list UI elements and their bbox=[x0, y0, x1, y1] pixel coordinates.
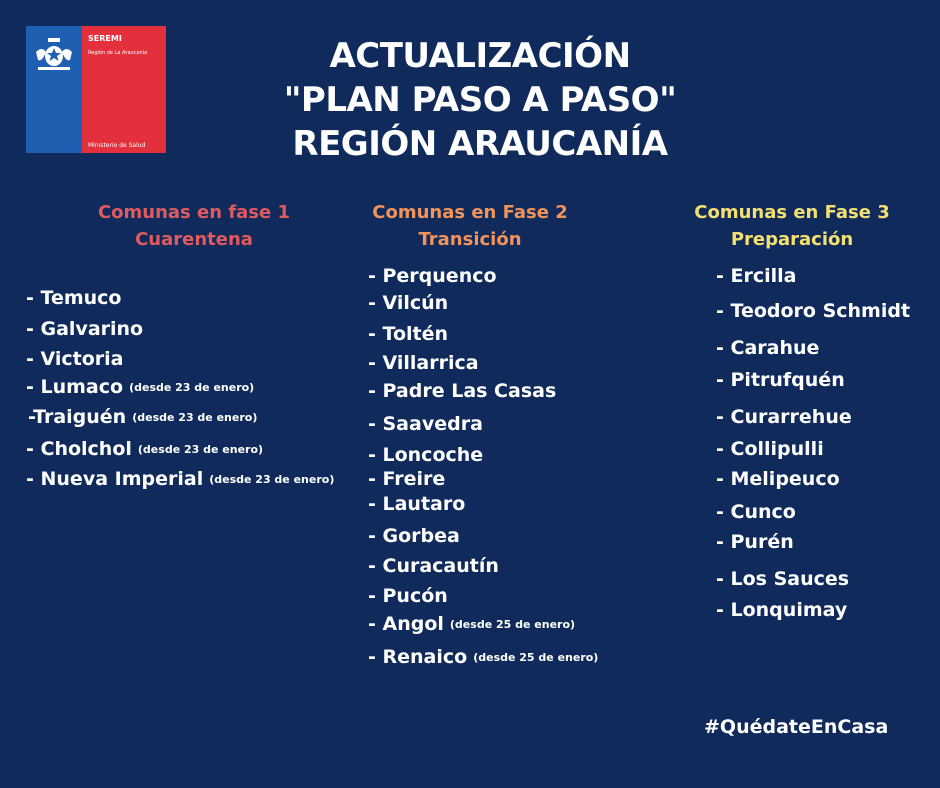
list-item: - Victoria bbox=[26, 348, 124, 370]
phase1-heading bbox=[60, 199, 328, 253]
list-item: - Perquenco bbox=[368, 265, 497, 287]
logo-seremi: SEREMI bbox=[88, 34, 122, 43]
item-note: (desde 25 de enero) bbox=[449, 618, 576, 631]
list-item: - Curarrehue bbox=[716, 406, 852, 428]
list-item: - Curacautín bbox=[368, 555, 499, 577]
list-item: - Lumaco (desde 23 de enero) bbox=[26, 376, 255, 398]
list-item: - Gorbea bbox=[368, 525, 460, 547]
logo-blue-panel bbox=[26, 26, 82, 153]
list-item: - Purén bbox=[716, 531, 794, 553]
phase2-heading-subtitle: Transición bbox=[418, 229, 522, 250]
phase2-heading bbox=[340, 199, 600, 253]
list-item: - Freire bbox=[368, 468, 446, 490]
list-item: - Galvarino bbox=[26, 318, 144, 340]
logo-red-panel bbox=[82, 26, 166, 153]
item-note: (desde 23 de enero) bbox=[137, 443, 264, 456]
list-item: - Carahue bbox=[716, 337, 820, 359]
list-item: - Los Sauces bbox=[716, 568, 850, 590]
item-note: (desde 23 de enero) bbox=[129, 381, 255, 394]
phase1-heading-title: Comunas en fase 1 bbox=[97, 202, 291, 223]
page-title bbox=[200, 34, 760, 166]
ministerio-logo bbox=[26, 26, 166, 153]
list-item: - Angol (desde 25 de enero) bbox=[368, 613, 576, 635]
item-note: (desde 23 de enero) bbox=[209, 473, 335, 486]
phase2-heading-title: Comunas en Fase 2 bbox=[372, 202, 568, 223]
list-item: - Teodoro Schmidt bbox=[716, 300, 911, 322]
title-line-1: ACTUALIZACIÓN bbox=[329, 36, 631, 76]
list-item: - Cholchol (desde 23 de enero) bbox=[26, 438, 264, 460]
title-line-2: "PLAN PASO A PASO" bbox=[283, 80, 677, 120]
list-item: -Traiguén (desde 23 de enero) bbox=[28, 406, 258, 428]
list-item: - Padre Las Casas bbox=[368, 380, 557, 402]
list-item: - Lonquimay bbox=[716, 599, 848, 621]
phase1-heading-subtitle: Cuarentena bbox=[135, 229, 253, 250]
item-note: (desde 25 de enero) bbox=[473, 651, 599, 664]
list-item: - Lautaro bbox=[368, 493, 466, 515]
logo-region: Región de La Araucanía bbox=[88, 50, 148, 56]
list-item: - Cunco bbox=[716, 501, 796, 523]
coat-of-arms-icon bbox=[32, 34, 76, 74]
phase3-heading-title: Comunas en Fase 3 bbox=[694, 202, 890, 223]
list-item: - Loncoche bbox=[368, 444, 484, 466]
list-item: - Collipulli bbox=[716, 438, 824, 460]
list-item: - Nueva Imperial (desde 23 de enero) bbox=[26, 468, 335, 490]
phase3-heading-subtitle: Preparación bbox=[730, 229, 854, 250]
list-item: - Pitrufquén bbox=[716, 369, 845, 391]
list-item: - Villarrica bbox=[368, 352, 479, 374]
list-item: - Temuco bbox=[26, 287, 122, 309]
list-item: - Vilcún bbox=[368, 292, 449, 314]
list-item: - Ercilla bbox=[716, 265, 797, 287]
list-item: - Pucón bbox=[368, 585, 448, 607]
list-item: - Toltén bbox=[368, 323, 448, 345]
item-note: (desde 23 de enero) bbox=[132, 411, 258, 424]
hashtag: #QuédateEnCasa bbox=[704, 716, 889, 738]
title-line-3: REGIÓN ARAUCANÍA bbox=[292, 124, 668, 164]
logo-ministerio: Ministerio de Salud bbox=[88, 141, 146, 149]
phase3-heading bbox=[660, 199, 924, 253]
list-item: - Saavedra bbox=[368, 413, 483, 435]
list-item: - Melipeuco bbox=[716, 468, 840, 490]
list-item: - Renaico (desde 25 de enero) bbox=[368, 646, 599, 668]
